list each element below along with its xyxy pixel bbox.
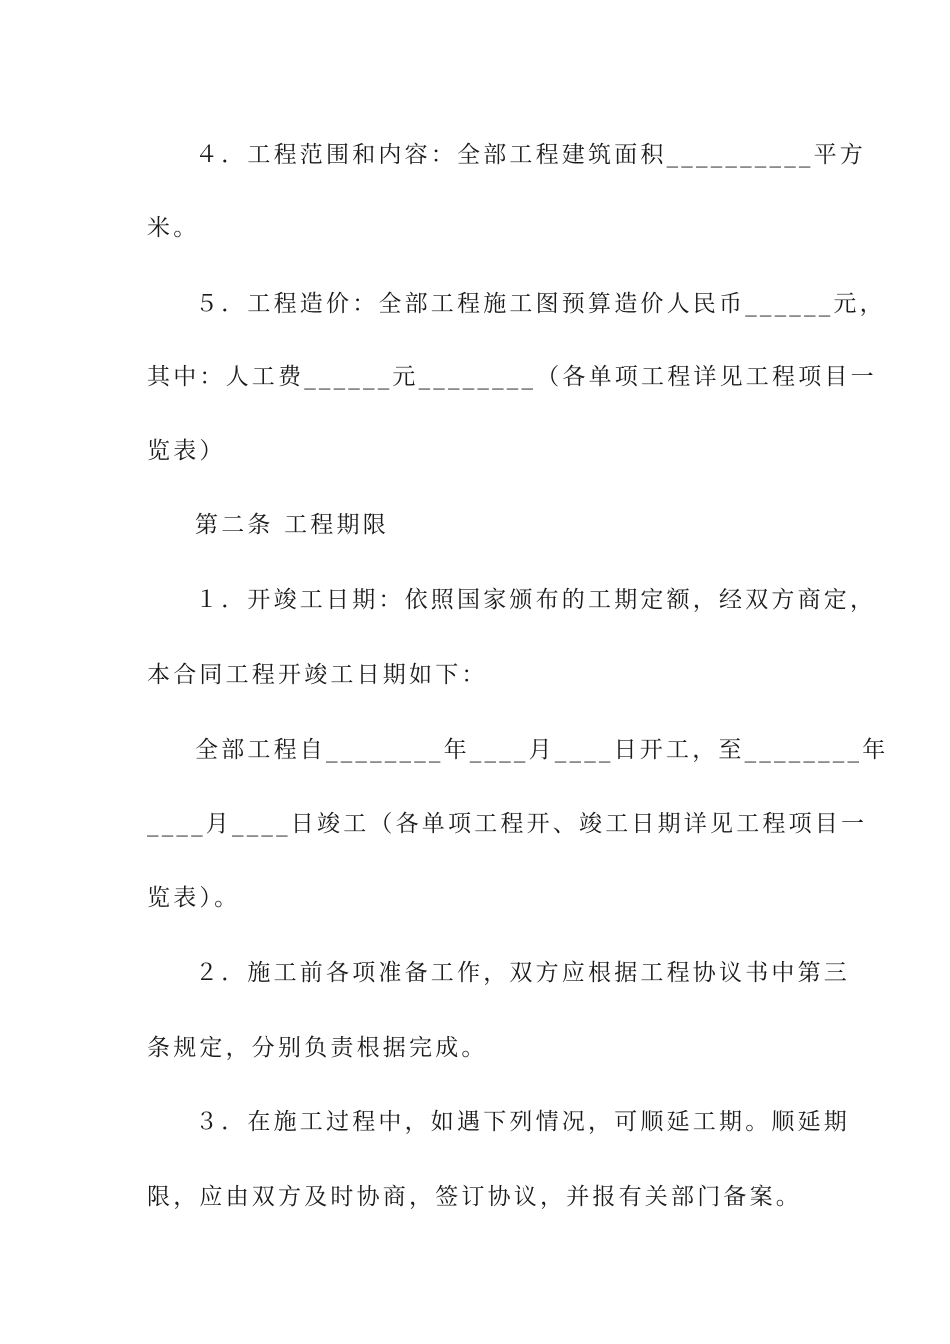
item-2-preparation-line-2: 条规定，分别负责根据完成。 xyxy=(147,1035,488,1061)
schedule-line-1: 全部工程自________年____月____日开工，至________年 xyxy=(195,737,889,763)
article-2-heading: 第二条 工程期限 xyxy=(195,512,389,538)
item-1-dates-line-1: １．开竣工日期：依照国家颁布的工期定额，经双方商定， xyxy=(195,587,877,613)
clause-5-cost-line-2: 其中：人工费______元________（各单项工程详见工程项目一 xyxy=(147,364,877,390)
item-3-extension-line-1: ３．在施工过程中，如遇下列情况，可顺延工期。顺延期 xyxy=(195,1109,850,1135)
clause-5-cost-line-1: ５．工程造价：全部工程施工图预算造价人民币______元， xyxy=(195,291,886,317)
item-1-dates-line-2: 本合同工程开竣工日期如下： xyxy=(147,662,488,688)
clause-5-cost-line-3: 览表） xyxy=(147,438,226,464)
item-2-preparation-line-1: ２．施工前各项准备工作，双方应根据工程协议书中第三 xyxy=(195,960,850,986)
schedule-line-3: 览表）。 xyxy=(147,885,241,911)
clause-4-scope-line-1: ４．工程范围和内容：全部工程建筑面积__________平方 xyxy=(195,142,866,168)
item-3-extension-line-2: 限，应由双方及时协商，签订协议，并报有关部门备案。 xyxy=(147,1184,802,1210)
schedule-line-2: ____月____日竣工（各单项工程开、竣工日期详见工程项目一 xyxy=(147,811,868,837)
clause-4-scope-line-2: 米。 xyxy=(147,215,200,241)
